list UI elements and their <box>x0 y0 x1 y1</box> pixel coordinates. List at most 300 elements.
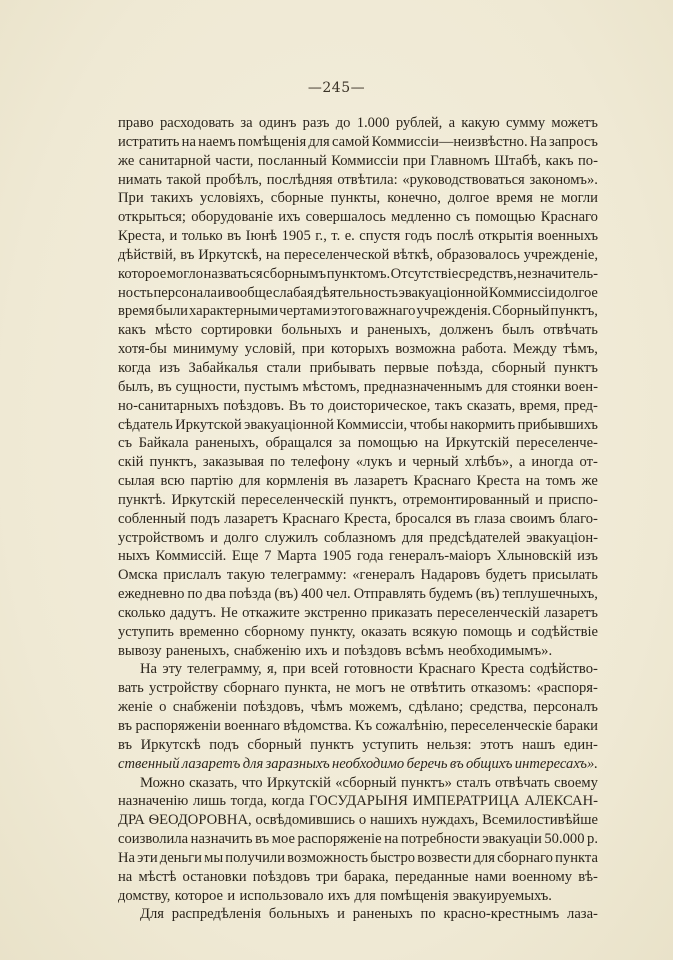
word: Омска <box>118 567 158 584</box>
word: пунктъ, <box>550 303 598 320</box>
word: въ <box>118 736 133 753</box>
word: един- <box>563 736 598 753</box>
word: домству, <box>118 887 171 904</box>
word: же <box>118 152 135 169</box>
word: военныхъ <box>537 228 598 245</box>
word: Марта <box>277 548 317 565</box>
word: Иркутскѣ, <box>198 246 262 263</box>
word: по- <box>577 152 598 169</box>
word: Креста <box>476 473 520 490</box>
text-line <box>118 547 598 566</box>
word: первые <box>384 359 429 376</box>
word: могъ <box>355 680 386 697</box>
word: всякую <box>412 623 458 640</box>
word: можемъ, <box>349 699 403 716</box>
word: потребности <box>400 831 480 848</box>
word: отвѣчать <box>543 322 598 339</box>
word: переселенческіе <box>450 718 553 734</box>
word: въ <box>157 378 172 395</box>
word: совершалось <box>305 209 386 226</box>
word: былъ, <box>118 378 154 395</box>
word: распоряженіи <box>135 718 221 734</box>
text-line <box>118 698 598 717</box>
word: послѣ <box>436 228 474 245</box>
word: съ <box>456 209 471 226</box>
word: Иркутскѣ <box>140 736 201 753</box>
word: въ <box>455 510 470 527</box>
word: лазаретъ <box>354 473 408 490</box>
text-line <box>118 755 598 774</box>
word: соблазномъ <box>323 529 396 546</box>
word: Краснаго <box>540 209 598 226</box>
word: для <box>242 755 264 772</box>
text-line <box>118 529 598 548</box>
word: прислалъ <box>163 567 222 584</box>
text-line <box>118 284 598 303</box>
word: раненыхъ, <box>367 322 431 339</box>
word: которое <box>118 265 167 282</box>
word: Креста, <box>118 228 166 245</box>
word: всей <box>310 661 339 678</box>
word: не <box>336 680 351 697</box>
word: Коммиссіи <box>488 284 557 301</box>
word: персонала <box>153 284 218 301</box>
word: переданные <box>394 868 469 885</box>
word: поѣздовъ, <box>243 699 305 716</box>
word: можетъ <box>551 115 598 131</box>
word: Для <box>140 906 164 923</box>
word: поѣзда <box>228 586 272 603</box>
word: для <box>486 378 508 395</box>
word: откажите <box>242 604 300 621</box>
word: сказать, <box>189 774 238 791</box>
text-line <box>118 905 598 924</box>
word: сортировки <box>200 322 273 339</box>
word: военному <box>512 868 573 885</box>
word: при <box>301 341 325 358</box>
word: по <box>187 586 203 603</box>
word: Креста <box>480 661 525 678</box>
word: сталъ <box>456 774 491 791</box>
word: стоянки <box>511 378 561 395</box>
word: изъ <box>159 359 181 376</box>
word: уступить <box>362 736 419 753</box>
word: время <box>118 303 155 320</box>
word: пунктѣ. <box>118 491 166 508</box>
word: пунктъ, <box>349 491 397 508</box>
word: Іюнѣ <box>245 228 278 245</box>
word: вѣткѣ, <box>393 246 433 263</box>
word: от- <box>579 454 598 471</box>
word: не <box>390 680 406 697</box>
word: въ <box>180 246 195 263</box>
word: быстро <box>370 849 416 866</box>
text-line <box>118 679 598 698</box>
word: тогда, <box>230 793 267 810</box>
word: Можно <box>140 774 185 791</box>
word: подъ <box>209 736 239 753</box>
word: наемъ <box>198 133 236 150</box>
word: пробѣлъ, <box>205 171 263 188</box>
word: освѣдомившись <box>255 812 355 829</box>
word: Въ <box>288 397 306 414</box>
word: содѣйство- <box>529 661 598 678</box>
word: черный <box>412 454 459 471</box>
word: теплушечныхъ, <box>502 586 598 603</box>
text-line <box>118 340 598 359</box>
word: посланный <box>257 152 327 169</box>
word: сдѣлано; <box>408 699 464 716</box>
word: накормить <box>450 416 516 433</box>
word: лазаретъ <box>224 510 278 527</box>
text-line <box>118 152 598 171</box>
word: и <box>398 454 407 471</box>
word: деньги <box>159 849 202 866</box>
word: и <box>337 906 345 923</box>
word: годъ <box>404 228 433 245</box>
word: вывозу <box>118 642 162 659</box>
word: когда <box>118 359 151 376</box>
word: Краснаго <box>413 473 471 490</box>
word: въ <box>227 228 242 245</box>
word: пункту, <box>310 623 356 640</box>
word: переселенческій <box>241 491 344 508</box>
text-line <box>118 359 598 378</box>
word: какъ <box>118 322 146 339</box>
word: Отсутствіе <box>390 265 459 282</box>
text-line <box>118 566 598 585</box>
word: возвести <box>417 849 472 866</box>
word: ГОСУДАРЫНЯ <box>309 793 408 810</box>
word: «руководствоваться <box>402 171 525 188</box>
word: переселенческой <box>284 246 390 263</box>
word: Хлыновскій <box>496 548 572 565</box>
word: г., <box>315 228 327 245</box>
word: долгое <box>447 190 490 207</box>
page-number: —245— <box>307 80 366 96</box>
word: бросался <box>395 510 452 527</box>
word: этотъ <box>480 736 514 753</box>
word: ныхъ <box>118 548 150 565</box>
word: Байкала <box>138 435 189 452</box>
word: на <box>525 473 540 490</box>
word: на <box>181 133 196 150</box>
word: устройствомъ <box>118 529 205 546</box>
word: заказывая <box>202 454 264 471</box>
word: ежедневно <box>118 586 185 603</box>
word: пунктомъ. <box>326 265 391 282</box>
word: «распоря- <box>536 680 598 697</box>
word: 1905 <box>322 548 352 565</box>
word: послѣдняя <box>266 171 333 188</box>
word: не <box>539 190 555 207</box>
word: одинъ <box>258 115 297 131</box>
word: минимуму <box>173 341 239 358</box>
text-line <box>118 792 598 811</box>
word: и <box>169 228 178 245</box>
text-line <box>118 265 598 284</box>
word: былъ <box>502 322 535 339</box>
word: нашъ <box>522 736 556 753</box>
word: больныхъ <box>268 906 330 923</box>
word: прибывать <box>309 359 376 376</box>
word: сборный <box>491 359 546 376</box>
word: средствъ, <box>458 265 517 282</box>
word: три <box>316 868 338 885</box>
word: такъ <box>434 397 463 414</box>
text-line <box>118 604 598 623</box>
word: предсѣдателей <box>429 529 521 546</box>
word: чертами <box>279 303 331 320</box>
word: снабженію <box>233 642 301 659</box>
word: сборному <box>244 623 305 640</box>
word: отвѣчать <box>495 774 550 791</box>
word: открытія <box>478 228 534 245</box>
word: были <box>155 303 188 320</box>
word: Коммиссіи, <box>336 416 408 433</box>
word: какъ <box>545 152 574 169</box>
word: Главномъ <box>430 152 490 169</box>
word: томъ <box>545 473 576 490</box>
word: а <box>518 454 526 471</box>
text-line <box>118 510 598 529</box>
word: кормленія <box>266 473 329 490</box>
word: такой <box>166 171 202 188</box>
word: эвакуаціонной <box>244 416 334 433</box>
word: сколько <box>118 604 166 621</box>
word: Краснаго <box>282 510 340 527</box>
word: приказать <box>371 604 433 621</box>
word: важнаго <box>364 303 416 320</box>
word: ственный <box>118 755 180 772</box>
word: персоналъ <box>533 699 598 716</box>
word: пункта, <box>284 680 331 697</box>
word: поѣздовъ <box>343 642 402 659</box>
word: необходимымъ». <box>448 642 553 659</box>
word: года <box>356 548 384 565</box>
word: экстренно <box>304 604 367 621</box>
word: тѣмъ, <box>563 341 598 358</box>
word: при <box>282 661 306 678</box>
word: нашихъ <box>369 812 418 829</box>
text-line <box>118 397 598 416</box>
word: могло <box>166 265 204 282</box>
word: поѣздовъ. <box>223 397 285 414</box>
word: дадутъ. <box>169 604 217 621</box>
word: ИМПЕРАТРИЦА <box>412 793 520 810</box>
word: и <box>227 887 236 904</box>
word: хлѣбъ», <box>464 454 513 471</box>
text-line <box>118 133 598 152</box>
word: вѣ- <box>578 868 598 885</box>
word: При <box>118 190 144 207</box>
word: назначенію <box>118 793 189 810</box>
word: всѣмъ <box>405 642 444 659</box>
word: я, <box>266 661 278 678</box>
word: оборудованіе <box>191 209 273 226</box>
word: и <box>535 491 543 508</box>
word: Не <box>220 604 238 621</box>
word: содѣйствіе <box>531 623 598 640</box>
word: распредѣленія <box>171 906 262 923</box>
text-line <box>118 208 598 227</box>
word: условій, <box>244 341 296 358</box>
word: чѣмъ <box>310 699 343 716</box>
word: помощью <box>475 209 536 226</box>
word: незначитель- <box>517 265 598 282</box>
word: открыться; <box>118 209 186 226</box>
text-line <box>118 453 598 472</box>
word: интересахъ». <box>514 755 598 772</box>
text-line <box>118 849 598 868</box>
word: присылать <box>532 567 598 584</box>
word: сборный <box>247 736 302 753</box>
word: разъ <box>302 115 330 131</box>
word: чел. <box>325 586 351 603</box>
word: какую <box>461 115 500 131</box>
word: два <box>205 586 226 603</box>
word: на <box>265 246 281 263</box>
word: пунктъ, <box>149 454 197 471</box>
word: лазаретъ <box>181 755 241 772</box>
word: чтобы <box>409 416 448 433</box>
word: могли <box>561 190 598 207</box>
word: на <box>424 435 439 452</box>
word: бараки <box>555 718 598 734</box>
word: предназначеннымъ <box>363 378 483 395</box>
word: эвакуаціи <box>482 831 542 848</box>
word: рублей, <box>395 115 443 131</box>
word: запросъ <box>549 133 598 150</box>
word: получили <box>225 849 286 866</box>
word: истратить <box>118 133 180 150</box>
word: (въ) <box>475 586 500 603</box>
text-line <box>118 868 598 887</box>
word: мѣстѣ <box>138 868 177 885</box>
word: съ <box>118 435 133 452</box>
word: устройству <box>148 680 219 697</box>
word: е. <box>344 228 355 245</box>
word: эвакуаціонной <box>398 284 489 301</box>
word: дѣятельность <box>314 284 399 301</box>
word: сказать, <box>466 397 516 414</box>
word: Штабѣ, <box>494 152 542 169</box>
word: ность <box>118 284 153 301</box>
word: Краснаго <box>418 661 476 678</box>
word: р. <box>587 831 598 848</box>
word: Иркутскій <box>171 491 236 508</box>
word: эвакуаціон- <box>526 529 598 546</box>
word: вѣдомства. <box>283 718 352 734</box>
text-line <box>118 774 598 793</box>
word: сумму <box>505 115 546 131</box>
word: нуждахъ, <box>421 812 479 829</box>
word: помощью <box>357 435 418 452</box>
word: возможность <box>287 849 369 866</box>
word: поѣзда, <box>437 359 484 376</box>
text-line <box>118 227 598 246</box>
word: право <box>118 115 154 131</box>
text-line <box>118 416 598 435</box>
word: ДРА <box>118 812 145 829</box>
word: необходимо <box>332 755 405 772</box>
word: временно <box>179 623 239 640</box>
word: Иркутскій <box>445 435 510 452</box>
text-line <box>118 434 598 453</box>
word: Коммиссіи—неизвѣстно. <box>371 133 528 150</box>
word: прибывшихъ <box>517 416 598 433</box>
text-line <box>118 491 598 510</box>
word: учрежденіе, <box>523 246 598 263</box>
word: такую <box>226 567 266 584</box>
word: для <box>473 849 495 866</box>
word: для <box>354 887 376 904</box>
word: въ <box>255 831 270 848</box>
word: этого <box>331 303 364 320</box>
word: «генералъ <box>352 567 415 584</box>
word: пунктъ <box>554 359 598 376</box>
word: сущности, <box>175 378 241 395</box>
word: отказомъ: <box>470 680 532 697</box>
word: (въ) <box>274 586 299 603</box>
word: ихъ <box>305 642 328 659</box>
word: Иркутскій <box>266 774 331 791</box>
word: спустя <box>359 228 401 245</box>
word: 1.000 <box>356 115 390 131</box>
word: по <box>420 906 436 923</box>
word: телеграмму: <box>270 567 347 584</box>
word: На <box>529 133 547 150</box>
text-line <box>118 623 598 642</box>
word: приспо- <box>548 491 598 508</box>
word: изъ <box>577 548 598 565</box>
text-line <box>118 830 598 849</box>
word: подъ <box>190 510 220 527</box>
word: слабая <box>272 284 314 301</box>
word: пунктъ <box>310 736 354 753</box>
text-line <box>118 246 598 265</box>
word: всю <box>160 473 185 490</box>
word: Надаровъ <box>420 567 481 584</box>
word: пустымъ <box>244 378 299 395</box>
word: которыхъ <box>330 341 390 358</box>
word: учрежденія. <box>416 303 492 320</box>
word: помѣщенія <box>237 133 307 150</box>
word: въ <box>334 473 349 490</box>
word: пункта <box>555 849 598 866</box>
word: будетъ <box>485 567 527 584</box>
word: санитарной <box>138 152 211 169</box>
word: «лукъ <box>355 454 393 471</box>
word: за <box>240 115 253 131</box>
word: Между <box>512 341 557 358</box>
word: телефону <box>291 454 350 471</box>
word: назначить <box>190 831 253 848</box>
word: нимать <box>118 171 162 188</box>
word: На <box>140 661 158 678</box>
word: сборнымъ <box>263 265 327 282</box>
word: отвѣтила: <box>337 171 398 188</box>
word: для <box>238 473 261 490</box>
word: Забайкалья <box>188 359 259 376</box>
word: использовало <box>239 887 324 904</box>
word: части, <box>215 152 254 169</box>
text-line <box>118 642 598 661</box>
word: беречь <box>406 755 448 772</box>
word: для <box>401 529 424 546</box>
word: только <box>181 228 223 245</box>
word: заразныхъ <box>265 755 330 772</box>
